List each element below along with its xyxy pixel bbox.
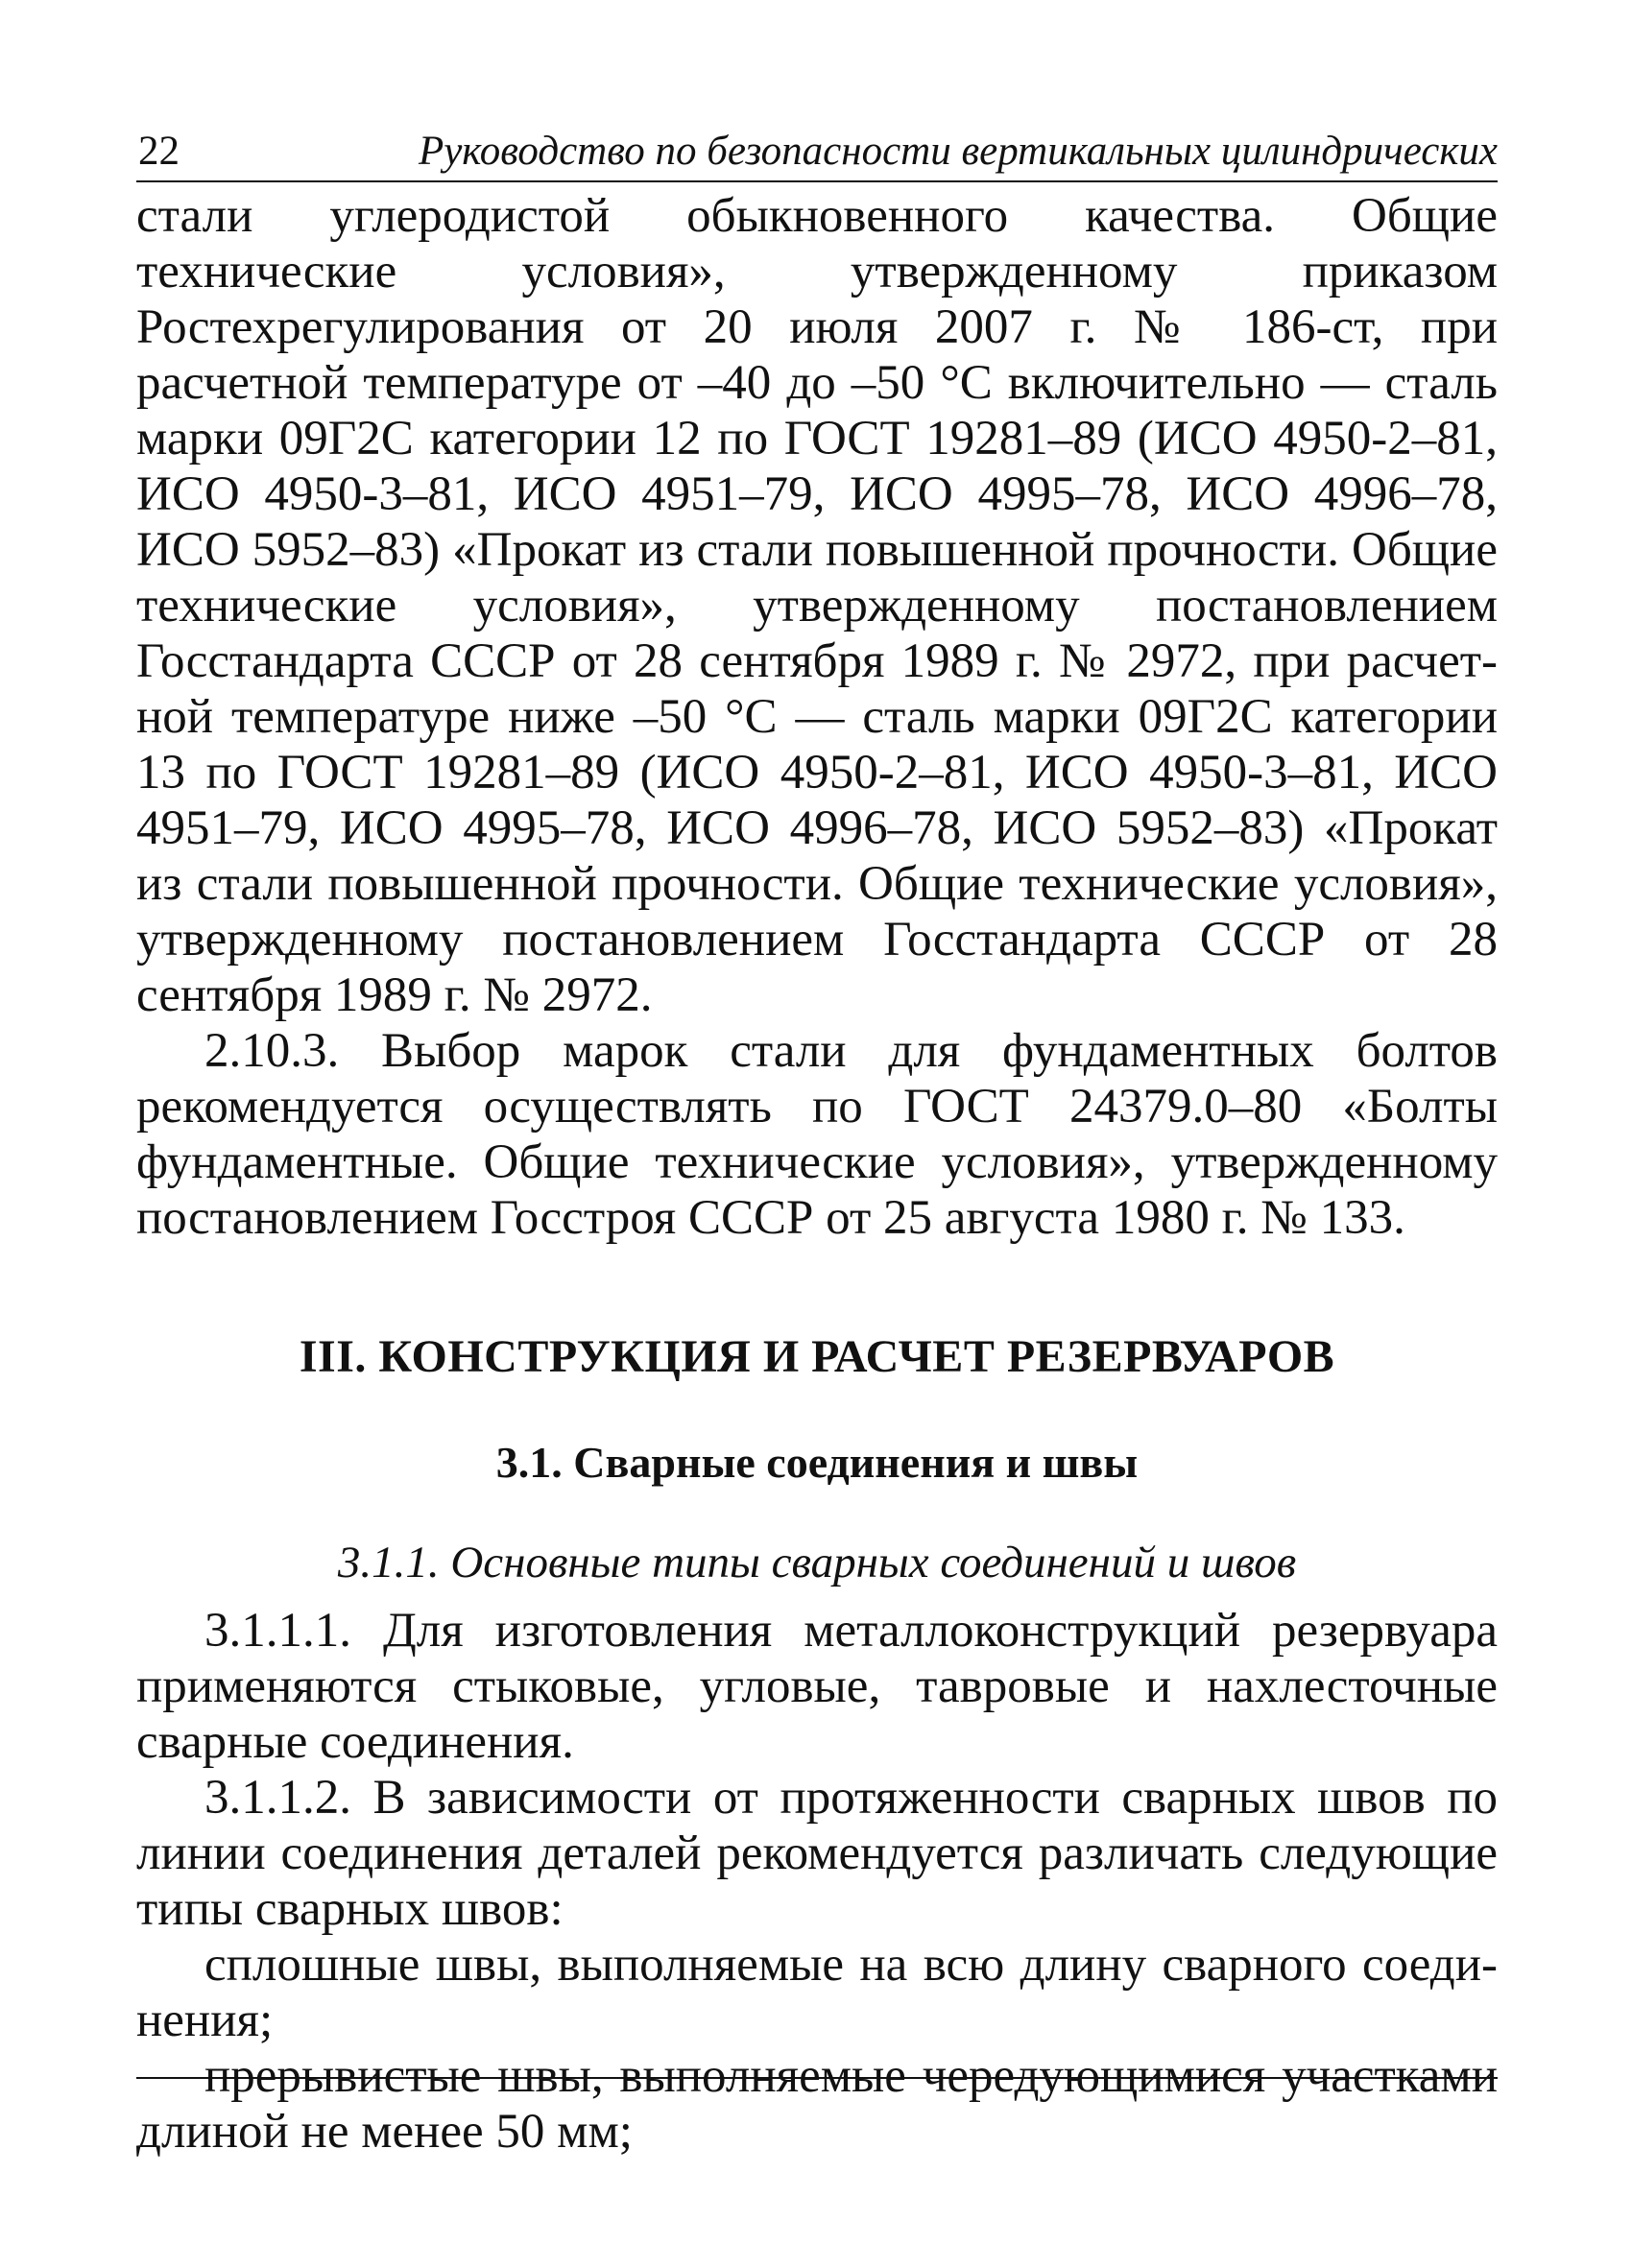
footer-rule <box>136 2077 1498 2079</box>
document-page <box>136 123 1498 2160</box>
subsection-title: 3.1.1. Основные типы сварных соединений и швов <box>337 1538 1297 1588</box>
document-body <box>136 188 1498 2160</box>
list-item-intermittent-welds: прерывистые швы, выполняемые чередующимися участками длиной не менее 50 мм; <box>136 2049 1498 2159</box>
paragraph-2-10-3: 2.10.3. Выбор марок стали для фундаментных болтов рекомендуется осуществлять по ГОСТ 24379.0–80 «Болты фундаментные. Общие технические условия», утвержденному постановлением Госстроя СССР от 25 августа 1980 г. № 133. <box>136 1024 1498 1245</box>
paragraph-3-1-1-2: 3.1.1.2. В зависимости от протяженности сварных швов по линии соединения деталей рекомендуется различать следующие типы сварных швов: <box>136 1771 1498 1936</box>
list-item-continuous-welds: сплошные швы, выполняемые на всю длину сварного соединения; <box>136 1938 1498 2047</box>
page-header <box>136 123 1498 182</box>
paragraph-3-1-1-1: 3.1.1.1. Для изготовления металлоконструкций резервуара применяются стыковые, угловые, тавровые и нахлесточные сварные соединения. <box>136 1604 1498 1769</box>
chapter-title: III. КОНСТРУКЦИЯ И РАСЧЕТ РЕЗЕРВУАРОВ <box>299 1331 1335 1382</box>
running-title: Руководство по безопасности вертикальных цилиндрических <box>418 129 1498 174</box>
paragraph-steel-grades: стали углеродистой обыкновенного качества. Общие технические условия», утвержденному приказом Ростехрегулирования от 20 июля 2007 г. № 186-ст, при расчетной температуре от –40 до –50 °С включительно — сталь марки 09Г2С категории 12 по ГОСТ 19281–89 (ИСО 4950-2–81, ИСО 4950-3–81, ИСО 4951–79, ИСО 4995–78, ИСО 4996–78, ИСО 5952–83) «Прокат из стали повышенной прочности. Общие технические условия», утвержденному постановлением Госстандарта СССР от 28 сентября 1989 г. № 2972, при расчетной температуре ниже –50 °С — сталь марки 09Г2С категории 13 по ГОСТ 19281–89 (ИСО 4950-2–81, ИСО 4950-3–81, ИСО 4951–79, ИСО 4995–78, ИСО 4996–78, ИСО 5952–83) «Прокат из стали повышенной прочности. Общие технические условия», утвержденному постановлением Госстандарта СССР от 28 сентября 1989 г. № 2972. <box>136 189 1498 1022</box>
page-number: 22 <box>138 129 180 174</box>
section-title: 3.1. Сварные соединения и швы <box>495 1438 1139 1487</box>
